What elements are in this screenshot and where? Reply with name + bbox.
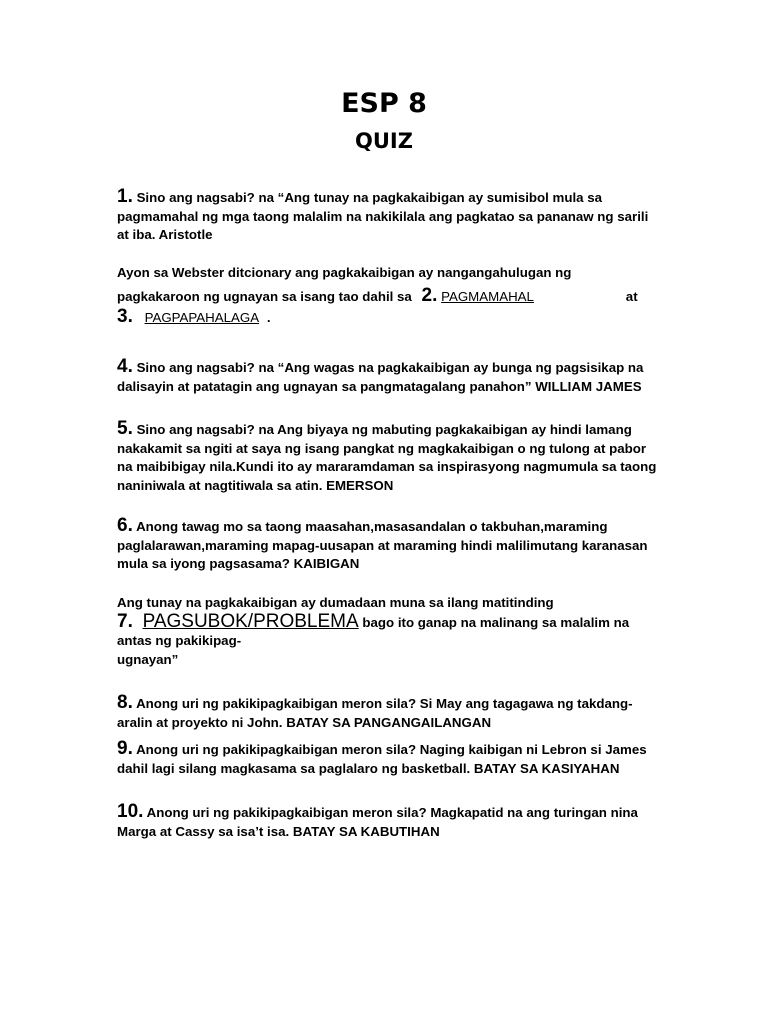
question-10	[117, 803, 657, 841]
question-7-line	[117, 610, 657, 651]
answer-7: PAGSUBOK/PROBLEMA	[142, 610, 359, 632]
answer-3: PAGPAPAHALAGA	[144, 310, 260, 326]
question-number: 5.	[117, 418, 133, 439]
question-text: Anong uri ng pakikipagkaibigan meron sila? Si May ang tagagawa ng takdang-aralin at proyekto ni John. BATAY SA PANGANGAILANGAN	[117, 696, 633, 730]
question-text: Sino ang nagsabi? na “Ang tunay na pagkakaibigan ay sumisibol mula sa pagmamahal ng mga taong malalim na nakikilala ang pagkatao sa pananaw ng sarili at iba. Aristotle	[117, 190, 649, 243]
page-title: ESP 8	[341, 88, 427, 119]
question-4	[117, 358, 657, 396]
question-8	[117, 694, 657, 732]
question-7-last: ugnayan”	[117, 652, 179, 668]
period: .	[266, 310, 271, 326]
question-number: 9.	[117, 738, 133, 759]
question-number: 1.	[117, 186, 133, 207]
question-number: 3.	[117, 306, 133, 328]
question-7-intro: Ang tunay na pagkakaibigan ay dumadaan muna sa ilang matitinding	[117, 595, 554, 610]
question-number: 2.	[421, 284, 438, 306]
question-number: 4.	[117, 356, 133, 377]
webster-line-1: Ayon sa Webster ditcionary ang pagkakaibigan ay nangangahulugan ng	[117, 265, 572, 280]
question-text: Sino ang nagsabi? na Ang biyaya ng mabuting pagkakaibigan ay hindi lamang nakakamit sa ngiti at saya ng isang pangkat ng magkakaibigan o ng tulong at pabor na maibibigay nila.Kundi ito ay mararamdaman sa inspirasyong nagmumula sa taong naniniwala at nagtitiwala sa atin. EMERSON	[117, 422, 657, 494]
webster-line-3	[117, 308, 657, 328]
question-text: bago ito ganap na malinang sa malalim na antas ng pakikipag-	[117, 614, 630, 649]
question-text: Sino ang nagsabi? na “Ang wagas na pagkakaibigan ay bunga ng pagsisikap na dalisayin at patatagin ang ugnayan sa pangmatagalang panahon” WILLIAM JAMES	[117, 360, 644, 394]
question-number: 8.	[117, 692, 133, 713]
question-text: Anong uri ng pakikipagkaibigan meron sila? Naging kaibigan ni Lebron si James dahil lagi silang magkasama sa paglalaro ng basketball. BATAY SA KASIYAHAN	[117, 742, 647, 776]
question-number: 7.	[117, 610, 133, 632]
page-subtitle: QUIZ	[355, 129, 413, 153]
question-7	[117, 594, 657, 670]
question-number: 10.	[117, 801, 144, 822]
webster-line-2	[117, 284, 657, 307]
question-1	[117, 188, 657, 245]
question-number: 6.	[117, 515, 133, 536]
question-5	[117, 420, 657, 496]
question-9	[117, 740, 657, 778]
question-text: Anong tawag mo sa taong maasahan,masasandalan o takbuhan,maraming paglalarawan,maraming mapag-uusapan at maraming hindi malilimutang karanasan mula sa iyong pagsasama? KAIBIGAN	[117, 519, 648, 572]
answer-2: PAGMAMAHAL	[441, 288, 534, 304]
webster-paragraph	[117, 264, 657, 328]
webster-text: pagkakaroon ng ugnayan sa isang tao dahil sa	[117, 288, 412, 304]
conjunction: at	[625, 288, 638, 304]
question-text: Anong uri ng pakikipagkaibigan meron sila? Magkapatid na ang turingan nina Marga at Cassy sa isa’t isa. BATAY SA KABUTIHAN	[117, 805, 638, 839]
question-6	[117, 517, 657, 574]
